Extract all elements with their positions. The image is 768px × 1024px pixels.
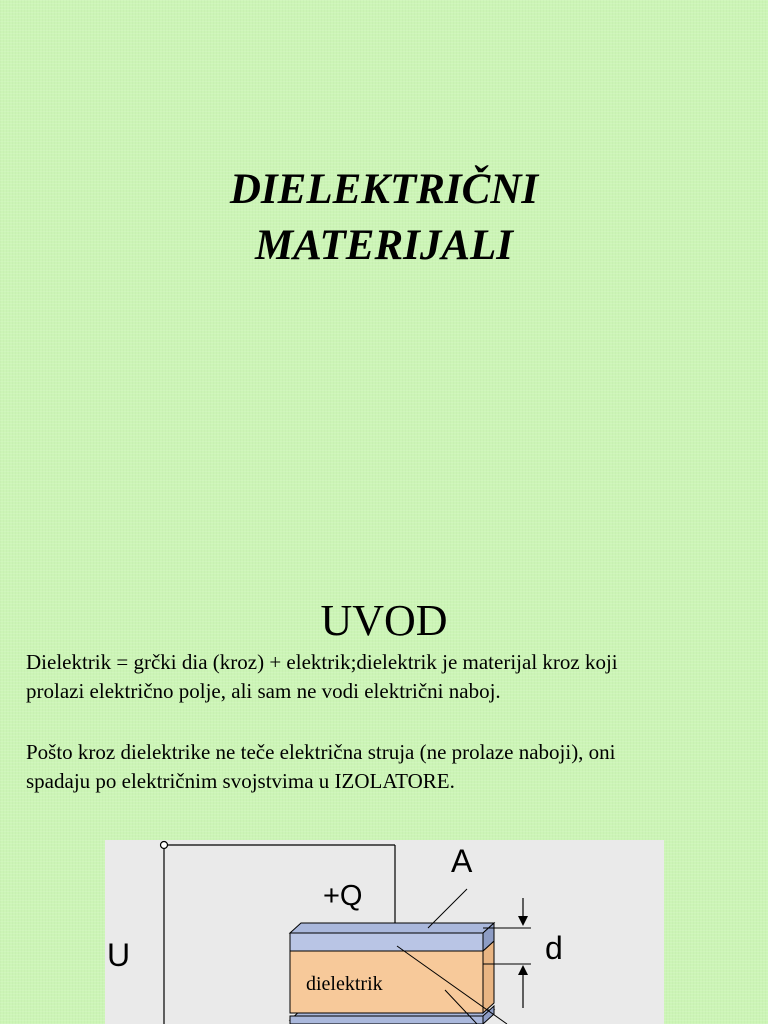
bottom-plate-front [290, 1016, 483, 1024]
section-heading: UVOD [320, 596, 448, 645]
charge-label: +Q [323, 880, 363, 912]
main-title-line-2: MATERIJALI [254, 222, 514, 269]
definition-line-1: Dielektrik = grčki dia (kroz) + elektrik;dielektrik je materijal kroz koji [26, 650, 618, 674]
intro-slide [0, 560, 768, 1024]
main-title-line-1: DIELEKTRIČNI [229, 166, 539, 213]
terminal-node [161, 842, 168, 849]
voltage-label: U [107, 937, 131, 973]
distance-label: d [545, 930, 563, 966]
definition-paragraph [26, 648, 766, 706]
insulator-paragraph [26, 738, 766, 796]
distance-arrowhead-top [518, 916, 528, 926]
insulator-line-1: Pošto kroz dielektrike ne teče električna struja (ne prolaze naboji), oni [26, 740, 616, 764]
top-plate-front [290, 933, 483, 951]
insulator-line-2: spadaju po električnim svojstvima u IZOLATORE. [26, 769, 455, 793]
capacitor-svg [105, 840, 664, 1024]
area-leader-line [428, 889, 467, 928]
top-plate-top [290, 923, 494, 933]
main-title [0, 162, 768, 274]
dielectric-side [483, 941, 494, 1013]
distance-arrowhead-bottom [518, 965, 528, 975]
definition-line-2: prolazi električno polje, ali sam ne vodi električni naboj. [26, 679, 501, 703]
capacitor-diagram [105, 840, 664, 1024]
area-label: A [451, 843, 473, 879]
dielectric-label: dielektrik [306, 973, 383, 995]
